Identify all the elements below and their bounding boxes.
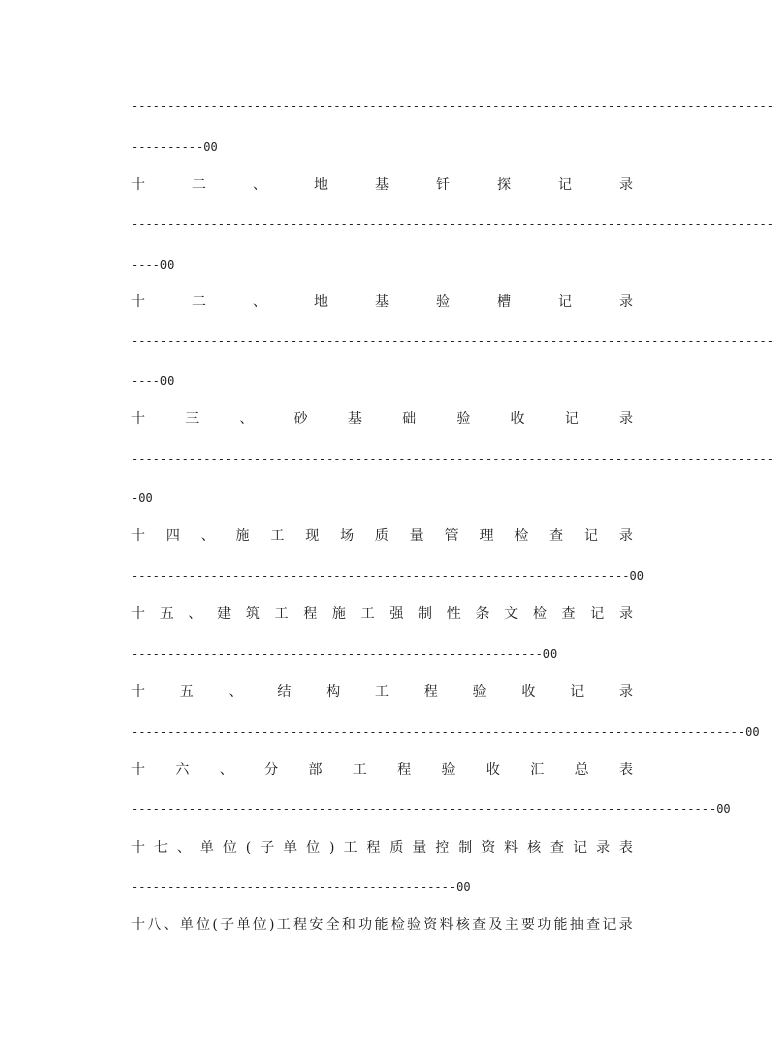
heading-char: 性 bbox=[446, 606, 461, 622]
heading-char: 部 bbox=[308, 762, 323, 778]
heading-char: 子 bbox=[220, 917, 235, 933]
heading-char: 文 bbox=[504, 606, 519, 622]
heading-char: 全 bbox=[325, 917, 340, 933]
heading-char: 功 bbox=[537, 917, 552, 933]
heading-char: 工 bbox=[274, 606, 289, 622]
toc-heading bbox=[131, 838, 633, 858]
heading-char: 收 bbox=[521, 684, 536, 700]
heading-char: 管 bbox=[444, 528, 459, 544]
heading-char: 工 bbox=[360, 606, 375, 622]
heading-char: 要 bbox=[520, 917, 535, 933]
heading-char: 验 bbox=[456, 411, 471, 427]
heading-char: 、 bbox=[228, 684, 243, 700]
dash-leader: -------------------------------------------------------------------------------------00 bbox=[131, 725, 760, 739]
heading-char: 五 bbox=[159, 606, 174, 622]
dash-leader: ---------------------------------------------------------------------------------00 bbox=[131, 802, 731, 816]
heading-char: 五 bbox=[179, 684, 194, 700]
heading-char: 、 bbox=[253, 294, 267, 310]
heading-char: 钎 bbox=[436, 177, 450, 193]
heading-char: 础 bbox=[402, 411, 417, 427]
heading-char: 三 bbox=[185, 411, 200, 427]
heading-char: 录 bbox=[595, 840, 610, 856]
heading-char: 基 bbox=[347, 411, 362, 427]
heading-char: 记 bbox=[570, 684, 585, 700]
heading-char: 验 bbox=[441, 762, 456, 778]
heading-char: 总 bbox=[574, 762, 589, 778]
dash-leader: ----------------------------------------------------------------------------------------- bbox=[131, 217, 774, 231]
heading-char: 筑 bbox=[245, 606, 260, 622]
heading-char: 、 bbox=[200, 528, 215, 544]
toc-heading bbox=[131, 526, 633, 546]
heading-char: 汇 bbox=[530, 762, 545, 778]
heading-char: 理 bbox=[479, 528, 494, 544]
heading-char: ( bbox=[245, 840, 252, 856]
heading-char: ( bbox=[212, 917, 218, 933]
heading-char: 十 bbox=[131, 762, 145, 778]
toc-heading bbox=[131, 175, 633, 195]
toc-heading bbox=[131, 760, 633, 780]
heading-char: 十 bbox=[131, 294, 145, 310]
heading-char: 工 bbox=[352, 762, 367, 778]
heading-char: 录 bbox=[618, 411, 633, 427]
heading-char: 子 bbox=[260, 840, 275, 856]
heading-char: 查 bbox=[472, 917, 487, 933]
toc-heading bbox=[131, 682, 633, 702]
heading-char: 检 bbox=[390, 917, 405, 933]
heading-char: 量 bbox=[409, 528, 424, 544]
heading-char: 记 bbox=[583, 528, 598, 544]
heading-char: 核 bbox=[455, 917, 470, 933]
heading-char: 资 bbox=[481, 840, 496, 856]
dash-leader: ---------------------------------------------------------00 bbox=[131, 647, 558, 661]
heading-char: 验 bbox=[436, 294, 450, 310]
heading-char: 探 bbox=[497, 177, 511, 193]
heading-char: 和 bbox=[341, 917, 356, 933]
heading-char: 、 bbox=[239, 411, 254, 427]
heading-char: 、 bbox=[219, 762, 234, 778]
heading-char: 制 bbox=[418, 606, 433, 622]
heading-char: 查 bbox=[586, 917, 601, 933]
heading-char: 工 bbox=[276, 917, 291, 933]
heading-char: 查 bbox=[561, 606, 576, 622]
heading-char: 主 bbox=[504, 917, 519, 933]
heading-char: 记 bbox=[602, 917, 617, 933]
heading-char: 砂 bbox=[293, 411, 308, 427]
heading-char: 程 bbox=[366, 840, 381, 856]
heading-char: 录 bbox=[619, 294, 633, 310]
heading-char: 六 bbox=[175, 762, 190, 778]
heading-char: 现 bbox=[305, 528, 320, 544]
heading-char: 记 bbox=[558, 294, 572, 310]
heading-char: 条 bbox=[475, 606, 490, 622]
heading-char: 工 bbox=[343, 840, 358, 856]
heading-char: 录 bbox=[618, 528, 633, 544]
heading-char: 位 bbox=[252, 917, 267, 933]
dash-leader: ----00 bbox=[131, 374, 175, 388]
toc-heading bbox=[131, 604, 633, 624]
heading-char: 基 bbox=[375, 177, 389, 193]
heading-char: 能 bbox=[374, 917, 389, 933]
heading-char: 十 bbox=[131, 411, 145, 427]
heading-char: 及 bbox=[488, 917, 503, 933]
heading-char: 建 bbox=[217, 606, 232, 622]
heading-char: 表 bbox=[618, 840, 633, 856]
heading-char: 、 bbox=[188, 606, 203, 622]
heading-char: 七 bbox=[153, 840, 168, 856]
toc-heading bbox=[131, 409, 633, 429]
heading-char: 基 bbox=[375, 294, 389, 310]
heading-char: 料 bbox=[439, 917, 454, 933]
heading-char: 核 bbox=[527, 840, 542, 856]
heading-char: 十 bbox=[131, 177, 145, 193]
heading-char: 查 bbox=[549, 528, 564, 544]
heading-char: 程 bbox=[397, 762, 412, 778]
heading-char: 二 bbox=[192, 294, 206, 310]
heading-char: 十 bbox=[131, 606, 145, 622]
heading-char: 能 bbox=[553, 917, 568, 933]
heading-char: 控 bbox=[435, 840, 450, 856]
heading-char: 制 bbox=[458, 840, 473, 856]
heading-char: 安 bbox=[309, 917, 324, 933]
dash-leader: -00 bbox=[131, 491, 153, 505]
heading-char: 十 bbox=[131, 528, 145, 544]
heading-char: 、 bbox=[176, 840, 191, 856]
heading-char: 程 bbox=[423, 684, 438, 700]
dash-leader: ----------00 bbox=[131, 140, 218, 154]
heading-char: 施 bbox=[331, 606, 346, 622]
heading-char: 位 bbox=[306, 840, 321, 856]
heading-char: 查 bbox=[550, 840, 565, 856]
heading-char: 记 bbox=[558, 177, 572, 193]
heading-char: 收 bbox=[485, 762, 500, 778]
heading-char: 质 bbox=[374, 528, 389, 544]
heading-char: ) bbox=[329, 840, 335, 856]
heading-char: 构 bbox=[326, 684, 341, 700]
heading-char: 地 bbox=[314, 177, 328, 193]
dash-leader: ----------------------------------------------------------------------------------------- bbox=[131, 334, 774, 348]
heading-char: 槽 bbox=[497, 294, 511, 310]
heading-char: 量 bbox=[412, 840, 427, 856]
heading-char: 记 bbox=[590, 606, 605, 622]
heading-char: 表 bbox=[618, 762, 633, 778]
heading-char: 二 bbox=[192, 177, 206, 193]
heading-char: 单 bbox=[283, 840, 298, 856]
heading-char: 十 bbox=[131, 917, 145, 933]
heading-char: 抽 bbox=[569, 917, 584, 933]
heading-char: 场 bbox=[340, 528, 355, 544]
heading-char: 施 bbox=[235, 528, 250, 544]
heading-char: 八 bbox=[147, 917, 162, 933]
dash-leader: ----------------------------------------------------------------------------------------- bbox=[131, 452, 774, 466]
dash-leader: ----00 bbox=[131, 258, 175, 272]
heading-char: 验 bbox=[407, 917, 421, 933]
heading-char: 位 bbox=[222, 840, 237, 856]
heading-char: 强 bbox=[389, 606, 404, 622]
heading-char: 十 bbox=[131, 840, 145, 856]
heading-char: 位 bbox=[196, 917, 211, 933]
toc-heading bbox=[131, 292, 633, 312]
heading-char: 分 bbox=[264, 762, 279, 778]
heading-char: 工 bbox=[270, 528, 285, 544]
heading-char: 单 bbox=[179, 917, 194, 933]
heading-char: 功 bbox=[358, 917, 373, 933]
heading-char: 录 bbox=[619, 177, 633, 193]
heading-char: 料 bbox=[504, 840, 519, 856]
heading-char: 录 bbox=[618, 684, 633, 700]
dash-leader: ----------------------------------------------------------------------------------------- bbox=[131, 99, 774, 113]
heading-char: 记 bbox=[564, 411, 579, 427]
heading-char: 十 bbox=[131, 684, 145, 700]
heading-char: 地 bbox=[314, 294, 328, 310]
heading-char: 程 bbox=[303, 606, 318, 622]
heading-char: 收 bbox=[510, 411, 525, 427]
heading-char: 工 bbox=[374, 684, 389, 700]
dash-leader: ---------------------------------------------00 bbox=[131, 880, 471, 894]
heading-char: ) bbox=[269, 917, 275, 933]
heading-char: 结 bbox=[277, 684, 292, 700]
heading-char: 单 bbox=[236, 917, 251, 933]
heading-char: 质 bbox=[389, 840, 404, 856]
heading-char: 录 bbox=[618, 606, 633, 622]
dash-leader: ---------------------------------------------------------------------00 bbox=[131, 569, 644, 583]
heading-char: 录 bbox=[618, 917, 633, 933]
heading-char: 记 bbox=[573, 840, 587, 856]
heading-char: 验 bbox=[472, 684, 487, 700]
toc-heading bbox=[131, 915, 633, 935]
heading-char: 资 bbox=[423, 917, 438, 933]
heading-char: 程 bbox=[293, 917, 308, 933]
heading-char: 单 bbox=[199, 840, 214, 856]
heading-char: 四 bbox=[165, 528, 180, 544]
heading-char: 、 bbox=[163, 917, 178, 933]
heading-char: 、 bbox=[253, 177, 267, 193]
heading-char: 检 bbox=[514, 528, 529, 544]
heading-char: 检 bbox=[532, 606, 547, 622]
